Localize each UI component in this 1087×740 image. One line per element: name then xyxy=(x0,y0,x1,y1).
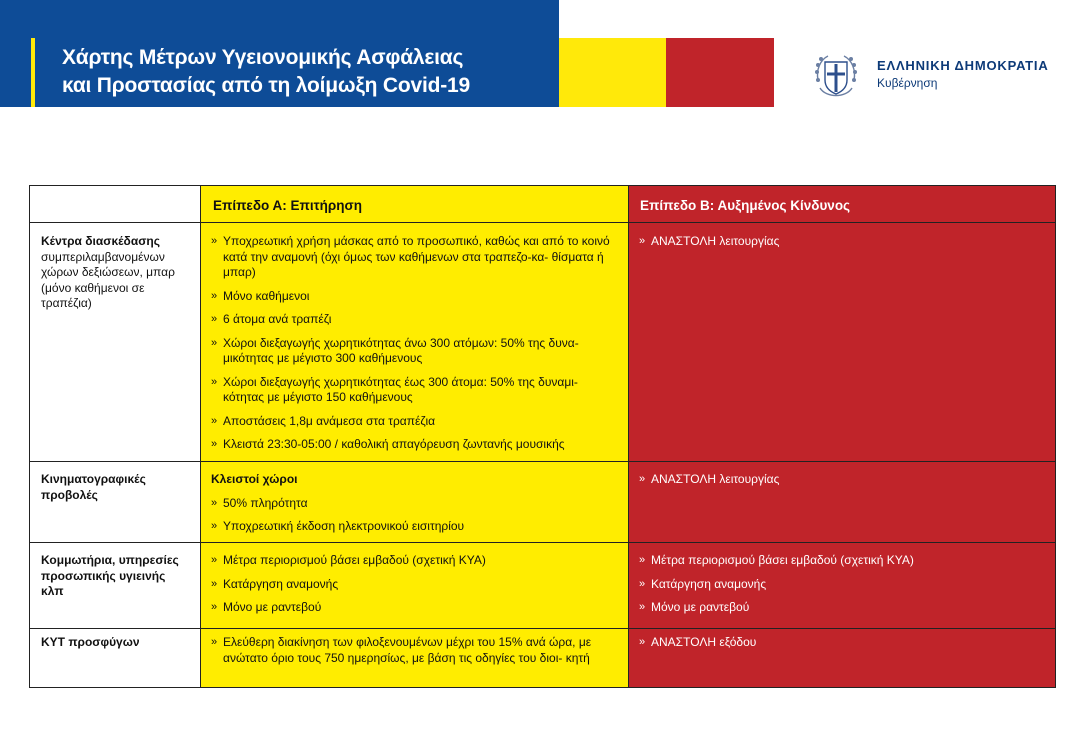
header-accent-bar xyxy=(31,38,35,107)
row-label-bold: Κινηματογραφικές προβολές xyxy=(41,472,146,502)
cell-a-refugee-centers xyxy=(211,635,616,674)
row-divider xyxy=(30,628,1055,629)
list-item: » Υποχρεωτική χρήση μάσκας από το προσωπικό, καθώς και από το κοινό κατά την αναμονή (όχι όμως των καθήμενων στα τραπεζο-κα- θίσματα ή μπαρ) xyxy=(211,234,616,281)
list-item: » Κλειστά 23:30-05:00 / καθολική απαγόρευση ζωντανής μουσικής xyxy=(211,437,616,453)
government-subtitle: Κυβέρνηση xyxy=(877,76,938,90)
list-item: » Μόνο καθήμενοι xyxy=(211,289,616,305)
cell-subheading: Κλειστοί χώροι xyxy=(211,472,298,486)
page-title-line-2: και Προστασίας από τη λοίμωξη Covid-19 xyxy=(62,74,470,97)
row-divider xyxy=(30,461,1055,462)
list-item: » Κατάργηση αναμονής xyxy=(639,577,1044,593)
list-item: » Μέτρα περιορισμού βάσει εμβαδού (σχετική ΚΥΑ) xyxy=(211,553,616,569)
list-item: » Μόνο με ραντεβού xyxy=(639,600,1044,616)
cell-b-refugee-centers xyxy=(639,635,1044,659)
cell-a-hairdressers xyxy=(211,553,616,624)
government-title: ΕΛΛΗΝΙΚΗ ΔΗΜΟΚΡΑΤΙΑ xyxy=(877,58,1049,73)
row-label-cinema xyxy=(41,472,191,503)
row-label-entertainment xyxy=(41,234,191,312)
row-label-bold: Κέντρα διασκέδασης xyxy=(41,234,160,248)
list-item: » Χώροι διεξαγωγής χωρητικότητας έως 300 άτομα: 50% της δυναμι- κότητας με μέγιστο 150 καθήμενους xyxy=(211,375,616,406)
level-b-header: Επίπεδο Β: Αυξημένος Κίνδυνος xyxy=(640,198,851,213)
list-item: » ΑΝΑΣΤΟΛΗ εξόδου xyxy=(639,635,1044,651)
cell-b-hairdressers xyxy=(639,553,1044,624)
list-item: » Ελεύθερη διακίνηση των φιλοξενουμένων μέχρι του 15% ανά ώρα, με ανώτατο όριο τους 750 ημερησίως, με βάση τις οδηγίες του διοι- κητή xyxy=(211,635,616,666)
greek-emblem-icon xyxy=(808,50,864,104)
header-yellow-block xyxy=(559,38,666,107)
page-title-line-1: Χάρτης Μέτρων Υγειονομικής Ασφάλειας xyxy=(62,46,464,69)
cell-a-cinema xyxy=(211,472,616,543)
cell-b-cinema xyxy=(639,472,1044,496)
list-item: » Μόνο με ραντεβού xyxy=(211,600,616,616)
list-item: » Υποχρεωτική έκδοση ηλεκτρονικού εισιτηρίου xyxy=(211,519,616,535)
cell-b-entertainment xyxy=(639,234,1044,258)
row-label-refugee-centers xyxy=(41,635,191,651)
row-divider xyxy=(30,222,1055,223)
row-label-bold: Κομμωτήρια, υπηρεσίες προσωπικής υγιεινής κλπ xyxy=(41,553,179,598)
list-item: » Μέτρα περιορισμού βάσει εμβαδού (σχετική ΚΥΑ) xyxy=(639,553,1044,569)
list-item: » Χώροι διεξαγωγής χωρητικότητας άνω 300 ατόμων: 50% της δυνα- μικότητας με μέγιστο 300 καθήμενους xyxy=(211,336,616,367)
list-item: » 6 άτομα ανά τραπέζι xyxy=(211,312,616,328)
list-item: » ΑΝΑΣΤΟΛΗ λειτουργίας xyxy=(639,472,1044,488)
list-item: » Κατάργηση αναμονής xyxy=(211,577,616,593)
measures-table xyxy=(29,185,1056,688)
cell-a-entertainment xyxy=(211,234,616,461)
row-label-detail: συμπεριλαμβανομένων χώρων δεξιώσεων, μπαρ (μόνο καθήμενοι σε τραπέζια) xyxy=(41,249,175,310)
page-title xyxy=(62,44,552,100)
level-a-header: Επίπεδο Α: Επιτήρηση xyxy=(213,198,362,213)
row-label-hairdressers xyxy=(41,553,191,600)
list-item: » Αποστάσεις 1,8μ ανάμεσα στα τραπέζια xyxy=(211,414,616,430)
row-label-bold: ΚΥΤ προσφύγων xyxy=(41,635,140,649)
header-red-block xyxy=(666,38,774,107)
list-item: » 50% πληρότητα xyxy=(211,496,616,512)
list-item: » ΑΝΑΣΤΟΛΗ λειτουργίας xyxy=(639,234,1044,250)
